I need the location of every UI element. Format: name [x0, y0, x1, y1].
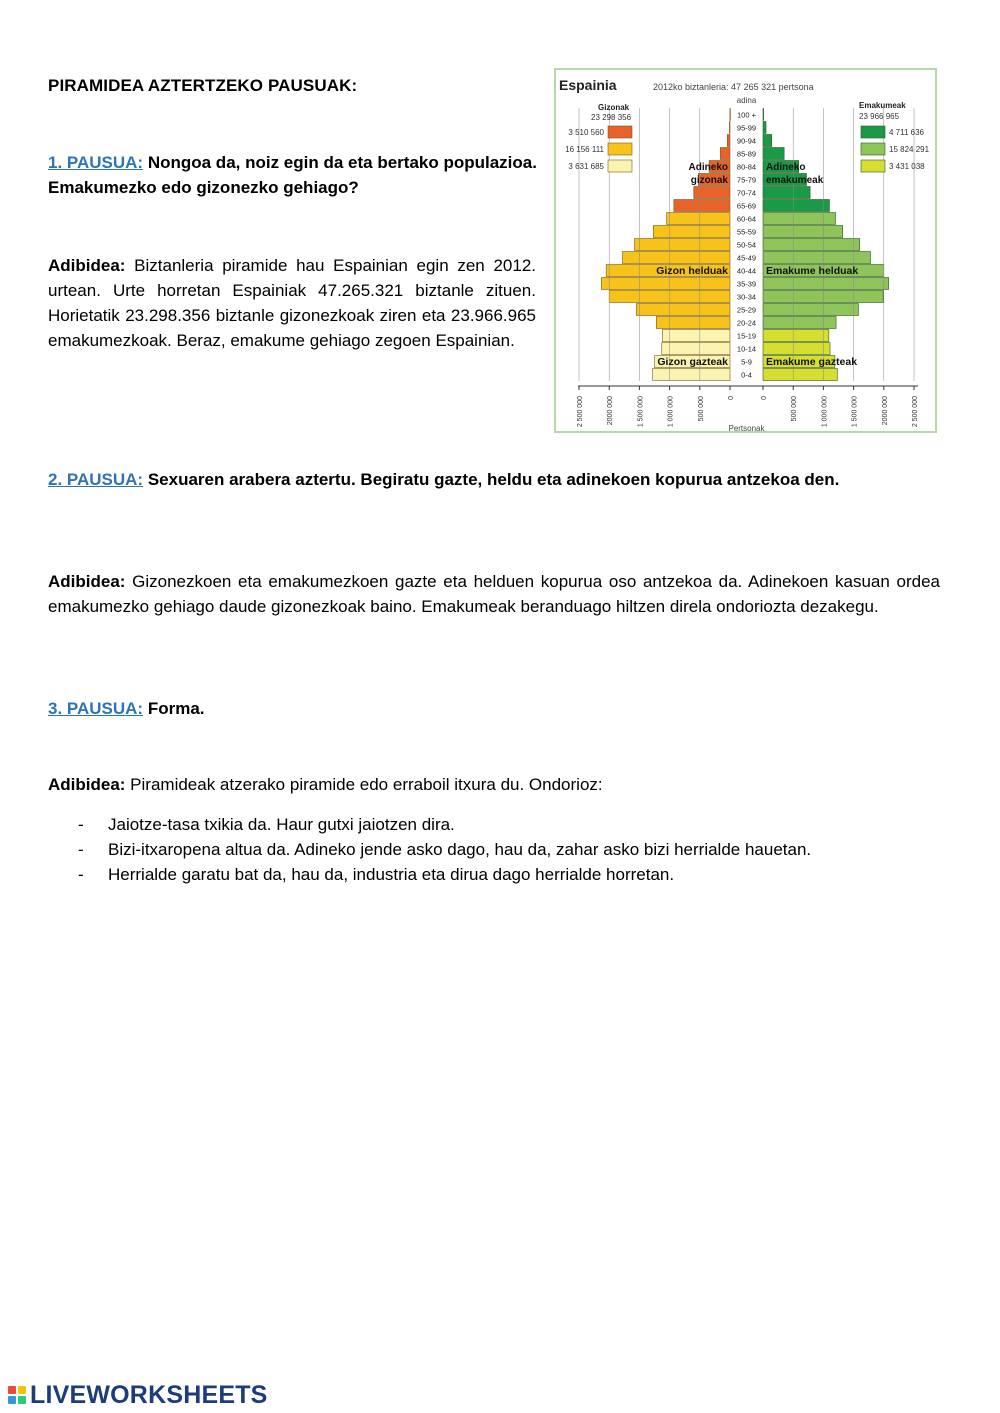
step-1-text: Nongoa da, noiz egin da eta bertako populazioa. Emakumezko edo gizonezko gehiago?	[48, 153, 537, 197]
example-3-text: Piramideak atzerako piramide edo erraboil itxura du. Ondorioz:	[125, 775, 603, 794]
page-title: PIRAMIDEA AZTERTZEKO PAUSUAK:	[48, 76, 358, 95]
example-2-text: Gizonezkoen eta emakumezkoen gazte eta helduen kopurua oso antzekoa da. Adinekoen kasuan ordea emakumezko gehiago daude gizonezkoak baino. Emakumeak beranduago hiltzen direla ondoriozta dezakegu.	[48, 572, 940, 616]
legend-men-value: 16 156 111	[565, 145, 604, 154]
age-tick-label: 55-59	[736, 227, 757, 237]
list-item	[48, 862, 948, 887]
age-tick-label: 10-14	[736, 344, 757, 354]
legend-women-swatch	[861, 143, 885, 155]
bar-women	[763, 343, 830, 355]
age-tick-label: 90-94	[736, 136, 757, 146]
age-tick-label: 0-4	[741, 370, 752, 380]
x-tick-label: 500 000	[791, 396, 799, 422]
bar-women	[763, 239, 860, 251]
age-tick-label: 40-44	[736, 266, 757, 276]
bar-men	[653, 226, 730, 238]
step-1	[48, 150, 538, 200]
x-tick-label: 1 000 000	[667, 396, 675, 428]
legend-men-swatch	[608, 143, 632, 155]
bar-women	[763, 304, 858, 316]
x-tick-label: 500 000	[697, 396, 705, 422]
bar-men	[694, 187, 730, 199]
legend-women-value: 4 711 636	[889, 128, 924, 137]
logo-text: LIVEWORKSHEETS	[30, 1380, 268, 1409]
legend-men-swatch	[608, 160, 632, 172]
legend-women-value: 3 431 038	[889, 162, 925, 171]
step-2-label: 2. PAUSUA:	[48, 470, 144, 489]
example-1-label: Adibidea:	[48, 256, 126, 275]
bar-women	[763, 317, 836, 329]
age-tick-label: 75-79	[736, 175, 757, 185]
bar-women	[763, 291, 883, 303]
chart-title: Espainia	[559, 77, 617, 93]
legend-women-swatch	[861, 160, 885, 172]
bar-men	[662, 343, 730, 355]
x-tick-label: 1 000 000	[821, 396, 829, 428]
list-item	[48, 837, 948, 862]
conclusion-text: Bizi-itxaropena altua da. Adineko jende asko dago, hau da, zahar asko bizi herrialde hauetan.	[108, 840, 812, 859]
legend-men-swatch	[608, 126, 632, 138]
step-2-example	[48, 569, 940, 619]
age-tick-label: 35-39	[736, 279, 757, 289]
dash-bullet: -	[78, 840, 84, 859]
age-tick-label: 25-29	[736, 305, 757, 315]
conclusion-list	[48, 812, 948, 887]
age-tick-label: 85-89	[736, 149, 757, 159]
x-tick-label: 1 500 000	[637, 396, 645, 428]
x-tick-label: 1 500 000	[851, 396, 859, 428]
legend-men-title: Gizonak	[598, 103, 630, 112]
age-tick-label: 20-24	[736, 318, 757, 328]
example-2-label: Adibidea:	[48, 572, 126, 591]
conclusion-text: Herrialde garatu bat da, hau da, industria eta dirua dago herrialde horretan.	[108, 865, 675, 884]
list-item	[48, 812, 948, 837]
age-axis-label: adina	[736, 96, 757, 105]
x-tick-label: 2000 000	[607, 396, 615, 426]
bar-men	[636, 304, 730, 316]
bar-women	[763, 187, 810, 199]
bar-men	[727, 135, 730, 147]
conclusion-text: Jaiotze-tasa txikia da. Haur gutxi jaiotzen dira.	[108, 815, 455, 834]
bar-women	[763, 369, 837, 381]
chart-subtitle: 2012ko biztanleria: 47 265 321 pertsona	[653, 82, 814, 92]
bar-men	[653, 369, 730, 381]
age-tick-label: 70-74	[736, 188, 757, 198]
legend-women-title: Emakumeak	[859, 101, 906, 110]
legend-women-value: 15 824 291	[889, 145, 930, 154]
step-3-text: Forma.	[143, 699, 205, 718]
x-tick-label: 2 500 000	[912, 396, 919, 428]
chart-annotation: gizonak	[690, 175, 728, 186]
legend-men-value: 3 631 685	[568, 162, 604, 171]
x-tick-label: 2 500 000	[577, 396, 584, 428]
step-1-label: 1. PAUSUA:	[48, 153, 144, 172]
step-2	[48, 467, 940, 492]
dash-bullet: -	[78, 865, 84, 884]
chart-annotation: Adineko	[766, 162, 806, 173]
age-tick-label: 60-64	[736, 214, 757, 224]
age-tick-label: 30-34	[736, 292, 757, 302]
bar-men	[729, 122, 730, 134]
chart-annotation: Gizon helduak	[656, 265, 728, 277]
logo-blocks-icon	[8, 1386, 26, 1404]
example-1-text: Biztanleria piramide hau Espainian egin zen 2012. urtean. Urte horretan Espainiak 47.265.321 biztanle zituen. Horietatik 23.298.356 biztanle gizonezkoak ziren eta 23.966.965 emakumezkoak. Beraz, emakume gehiago zegoen Espainian.	[48, 256, 536, 350]
bar-women	[763, 252, 871, 264]
legend-men-value: 3 510 560	[568, 128, 604, 137]
bar-women	[763, 213, 835, 225]
bar-women	[763, 226, 843, 238]
age-tick-label: 45-49	[736, 253, 757, 263]
x-tick-label: 2000 000	[881, 396, 889, 426]
chart-annotation: emakumeak	[766, 175, 824, 186]
chart-annotation: Adineko	[688, 162, 728, 173]
step-3-label: 3. PAUSUA:	[48, 699, 144, 718]
step-3-example	[48, 772, 940, 797]
bar-men	[622, 252, 730, 264]
age-tick-label: 80-84	[736, 162, 757, 172]
legend-men-total: 23 298 356	[591, 113, 632, 122]
bar-women	[763, 122, 766, 134]
bar-women	[763, 278, 889, 290]
bar-men	[730, 109, 731, 121]
age-tick-label: 65-69	[736, 201, 757, 211]
liveworksheets-logo[interactable]	[8, 1380, 268, 1410]
bar-men	[635, 239, 730, 251]
x-axis-label: Pertsonak	[728, 424, 765, 433]
bar-women	[763, 109, 764, 121]
chart-annotation: Gizon gazteak	[657, 356, 728, 368]
population-pyramid-chart	[554, 68, 937, 433]
legend-women-swatch	[861, 126, 885, 138]
x-tick-label: 0	[761, 396, 768, 400]
pyramid-svg	[556, 70, 939, 435]
age-tick-label: 5-9	[741, 357, 752, 367]
chart-annotation: Emakume gazteak	[766, 356, 858, 368]
age-tick-label: 95-99	[736, 123, 757, 133]
bar-men	[662, 330, 730, 342]
x-tick-label: 0	[728, 396, 735, 400]
step-1-example	[48, 253, 536, 353]
example-3-label: Adibidea:	[48, 775, 126, 794]
bar-men	[667, 213, 730, 225]
bar-men	[674, 200, 730, 212]
legend-women-total: 23 966 965	[859, 112, 900, 121]
chart-annotation: Emakume helduak	[766, 265, 859, 277]
bar-men	[656, 317, 730, 329]
bar-men	[601, 278, 730, 290]
bar-women	[763, 200, 829, 212]
bar-women	[763, 148, 784, 160]
dash-bullet: -	[78, 815, 84, 834]
bar-women	[763, 330, 829, 342]
bar-women	[763, 135, 772, 147]
age-tick-label: 50-54	[736, 240, 757, 250]
step-2-text: Sexuaren arabera aztertu. Begiratu gazte, heldu eta adinekoen kopurua antzekoa den.	[143, 470, 840, 489]
age-tick-label: 15-19	[736, 331, 757, 341]
age-tick-label: 100 +	[737, 110, 756, 120]
bar-men	[720, 148, 730, 160]
step-3	[48, 696, 940, 721]
